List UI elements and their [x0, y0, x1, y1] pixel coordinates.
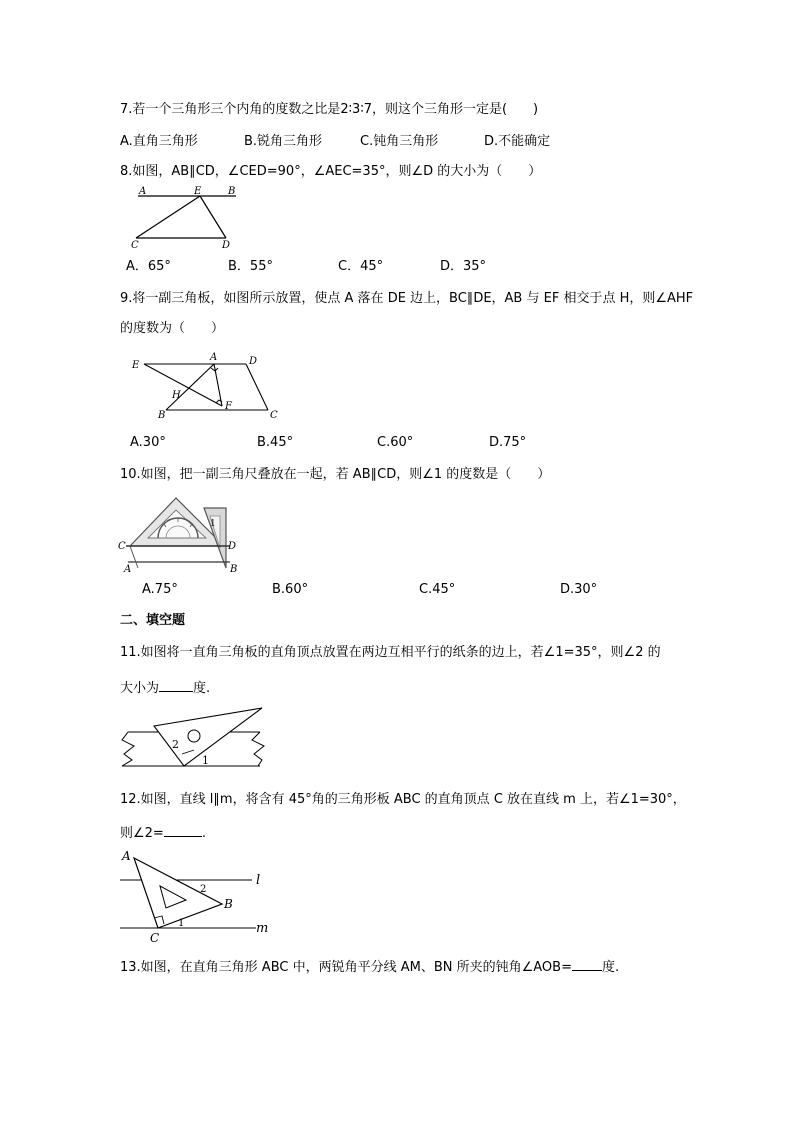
q7-option-a: A.直角三角形: [120, 134, 198, 149]
q10-figure: [118, 490, 248, 578]
q9-label-b: B: [158, 410, 166, 421]
q9-label-f: F: [225, 401, 232, 412]
q12-label-a: A: [122, 849, 131, 863]
q11-stem-prefix: 大小为: [120, 681, 160, 696]
q11-answer-blank[interactable]: [159, 677, 193, 692]
q10-option-c: C.45°: [419, 582, 456, 597]
q10-option-d: D.30°: [560, 582, 598, 597]
q10-option-b: B.60°: [272, 582, 309, 597]
q8-label-e: E: [194, 186, 202, 197]
q12-label-c: C: [150, 931, 160, 944]
q8-label-d: D: [222, 240, 231, 251]
q11-stem-line1: 11.如图将一直角三角板的直角顶点放置在两边互相平行的纸条的边上，若∠1=35°，则∠2 的: [120, 645, 661, 660]
q12-stem-prefix: 则∠2=: [120, 826, 164, 841]
q13-answer-blank[interactable]: [572, 956, 602, 971]
q12-answer-blank[interactable]: [164, 822, 202, 837]
q8-label-b: B: [228, 186, 236, 197]
q13-stem-suffix: 度.: [601, 960, 620, 975]
q8-option-d: D．35°: [440, 259, 487, 274]
q9-stem-line1: 9.将一副三角板，如图所示放置，使点 A 落在 DE 边上，BC∥DE，AB 与 EF 相交于点 H，则∠AHF: [120, 291, 694, 306]
q9-option-c: C.60°: [377, 435, 414, 450]
q11-stem-line2: [120, 677, 210, 698]
q8-stem: 8.如图，AB∥CD，∠CED=90°，∠AEC=35°，则∠D 的大小为（ ）: [120, 164, 542, 179]
q7-option-d: D.不能确定: [484, 134, 551, 149]
q9-stem-line2: 的度数为（ ）: [120, 321, 225, 336]
q13-stem: [120, 956, 619, 977]
q8-option-b: B．55°: [228, 259, 273, 274]
q9-option-b: B.45°: [257, 435, 294, 450]
q10-label-b: B: [230, 564, 238, 575]
q10-stem: 10.如图，把一副三角尺叠放在一起，若 AB∥CD，则∠1 的度数是（ ）: [120, 467, 551, 482]
q12-label-m: m: [256, 921, 269, 936]
q12-stem-suffix: .: [201, 826, 206, 841]
q8-label-c: C: [131, 240, 139, 251]
q9-label-h: H: [172, 390, 181, 401]
q12-label-l: l: [256, 873, 261, 888]
q9-label-a: A: [210, 352, 218, 363]
q9-label-e: E: [132, 360, 140, 371]
q11-label-2: 2: [172, 738, 179, 751]
q12-figure: [116, 846, 276, 944]
q11-stem-suffix: 度.: [193, 681, 211, 696]
q12-stem-line2: [120, 822, 206, 843]
q13-stem-prefix: 13.如图，在直角三角形 ABC 中，两锐角平分线 AM、BN 所夹的钝角∠AOB=: [120, 960, 572, 975]
section-heading: 二、填空题: [120, 613, 186, 628]
q10-label-a: A: [124, 564, 132, 575]
q8-label-a: A: [139, 186, 147, 197]
q10-option-a: A.75°: [142, 582, 178, 597]
q11-figure: [118, 704, 268, 776]
q9-option-a: A.30°: [130, 435, 166, 450]
q8-figure: [128, 186, 248, 254]
q12-label-2: 2: [200, 884, 207, 895]
q10-label-1: 1: [210, 519, 216, 529]
q9-figure: [128, 348, 288, 424]
q8-option-a: A．65°: [126, 259, 171, 274]
q7-option-b: B.锐角三角形: [244, 134, 323, 149]
q9-label-d: D: [249, 356, 258, 367]
q7-stem: 7.若一个三角形三个内角的度数之比是2∶3∶7，则这个三角形一定是( ): [120, 102, 539, 117]
q12-label-1: 1: [178, 918, 185, 929]
q12-stem-line1: 12.如图，直线 l∥m，将含有 45°角的三角形板 ABC 的直角顶点 C 放在直线 m 上，若∠1=30°，: [120, 792, 686, 807]
q8-option-c: C．45°: [338, 259, 384, 274]
q9-label-c: C: [270, 410, 278, 421]
q12-label-b: B: [224, 897, 233, 911]
q11-label-1: 1: [202, 754, 209, 767]
q9-option-d: D.75°: [489, 435, 527, 450]
q10-label-c: C: [118, 541, 126, 552]
q7-option-c: C.钝角三角形: [360, 134, 439, 149]
q10-label-d: D: [228, 541, 237, 552]
